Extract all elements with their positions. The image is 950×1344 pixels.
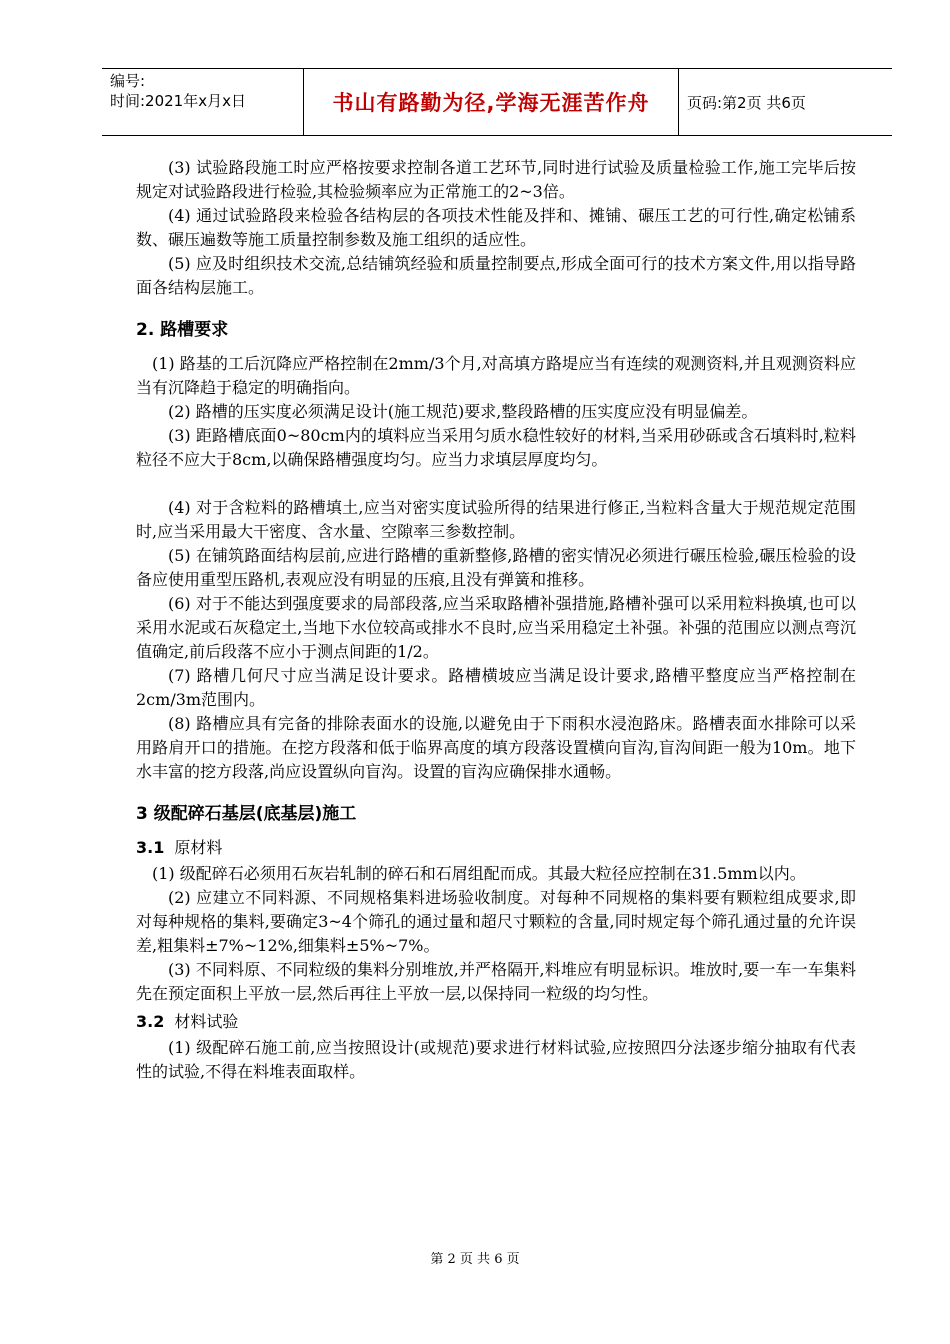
- document-number-label: 编号:: [110, 72, 146, 90]
- header-info-cell: [102, 69, 304, 135]
- paragraph: (6) 对于不能达到强度要求的局部段落,应当采取路槽补强措施,路槽补强可以采用粒料换填,也可以采用水泥或石灰稳定土,当地下水位较高或排水不良时,应当采用稳定土补强。补强的范围应以测点弯沉值确定,前后段落不应小于测点间距的1/2。: [136, 594, 856, 661]
- paragraph: (8) 路槽应具有完备的排除表面水的设施,以避免由于下雨积水浸泡路床。路槽表面水排除可以采用路肩开口的措施。在挖方段落和低于临界高度的填方段落设置横向盲沟,盲沟间距一般为10m。地下水丰富的挖方段落,尚应设置纵向盲沟。设置的盲沟应确保排水通畅。: [136, 714, 856, 781]
- paragraph: (4) 对于含粒料的路槽填土,应当对密实度试验所得的结果进行修正,当粒料含量大于规范规定范围时,应当采用最大干密度、含水量、空隙率三参数控制。: [136, 498, 856, 541]
- paragraph: (1) 级配碎石必须用石灰岩轧制的碎石和石屑组配而成。其最大粒径应控制在31.5mm以内。: [152, 864, 806, 883]
- subsection-heading: [136, 836, 856, 860]
- paragraph: (2) 路槽的压实度必须满足设计(施工规范)要求,整段路槽的压实度应没有明显偏差。: [168, 402, 758, 421]
- page-header: [102, 68, 892, 136]
- paragraph: (1) 级配碎石施工前,应当按照设计(或规范)要求进行材料试验,应按照四分法逐步缩分抽取有代表性的试验,不得在料堆表面取样。: [136, 1038, 856, 1081]
- section-heading: 3 级配碎石基层(底基层)施工: [136, 804, 357, 824]
- subsection-title: 原材料: [174, 838, 223, 857]
- subsection-number: 3.2: [136, 1012, 165, 1031]
- subsection-title: 材料试验: [174, 1012, 239, 1031]
- paragraph: (1) 路基的工后沉降应严格控制在2mm/3个月,对高填方路堤应当有连续的观测资料,并且观测资料应当有沉降趋于稳定的明确指向。: [136, 354, 856, 397]
- paragraph: (5) 应及时组织技术交流,总结铺筑经验和质量控制要点,形成全面可行的技术方案文件,用以指导路面各结构层施工。: [136, 254, 856, 297]
- document-time-label: 时间:2021年x月x日: [110, 92, 246, 110]
- header-page-label: 页码:第2页 共6页: [687, 93, 806, 112]
- paragraph: (3) 不同料原、不同粒级的集料分别堆放,并严格隔开,料堆应有明显标识。堆放时,要一车一车集料先在预定面积上平放一层,然后再往上平放一层,以保持同一粒级的均匀性。: [136, 960, 856, 1003]
- document-body: [136, 156, 856, 1084]
- blank-line: [136, 472, 856, 496]
- subsection-number: 3.1: [136, 838, 165, 857]
- paragraph: (4) 通过试验路段来检验各结构层的各项技术性能及拌和、摊铺、碾压工艺的可行性,确定松铺系数、碾压遍数等施工质量控制参数及施工组织的适应性。: [136, 206, 856, 249]
- paragraph: (3) 试验路段施工时应严格按要求控制各道工艺环节,同时进行试验及质量检验工作,施工完毕后按规定对试验路段进行检验,其检验频率应为正常施工的2~3倍。: [136, 158, 856, 201]
- subsection-heading: [136, 1010, 856, 1034]
- page-footer: 第 2 页 共 6 页: [430, 1252, 520, 1267]
- paragraph: (7) 路槽几何尺寸应当满足设计要求。路槽横坡应当满足设计要求,路槽平整度应当严格控制在2cm/3m范围内。: [136, 666, 856, 709]
- paragraph: (2) 应建立不同料源、不同规格集料进场验收制度。对每种不同规格的集料要有颗粒组成要求,即对每种规格的集料,要确定3~4个筛孔的通过量和超尺寸颗粒的含量,同时规定每个筛孔通过量的允许误差,粗集料±7%~12%,细集料±5%~7%。: [136, 888, 856, 955]
- section-heading: 2. 路槽要求: [136, 320, 229, 340]
- paragraph: (5) 在铺筑路面结构层前,应进行路槽的重新整修,路槽的密实情况必须进行碾压检验,碾压检验的设备应使用重型压路机,表观应没有明显的压痕,且没有弹簧和推移。: [136, 546, 856, 589]
- paragraph: (3) 距路槽底面0~80cm内的填料应当采用匀质水稳性较好的材料,当采用砂砾或含石填料时,粒料粒径不应大于8cm,以确保路槽强度均匀。应当力求填层厚度均匀。: [136, 426, 856, 469]
- header-motto: 书山有路勤为径,学海无涯苦作舟: [304, 69, 679, 135]
